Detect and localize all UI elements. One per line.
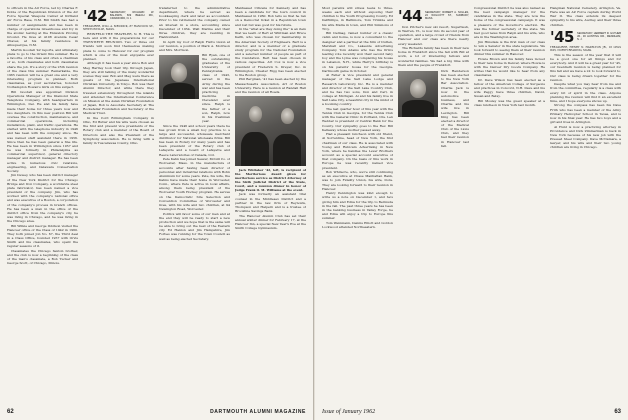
- paragraph: Politics will favor some of our men and at the end they will be ready to start a new production and we hope that is the same will be able to bring out the best of the Eastern city. Ed Hanlon and Jim Hampshire, Jim Forbes was running for the Town Council as well as being elected Secretary.: [159, 211, 230, 241]
- person-left-face: [249, 106, 262, 122]
- paragraph: Al Feller is vice president and general manager of the Salt Lake Lodge and Research Laboratory, Inc. He is a member and director of the Salt Lake Country Club, and he has two sons, Don and Carl, in college at Michigan. Al and his family live in Salt Lake City, a beautiful city in the midst of a booming country.: [322, 73, 393, 107]
- paragraph: Strong the compass has been his Dave Frith who has been a member of the Army Primary Helicopter School in Texas, and is now in his final year. He has two boys and a girl and lives in Arlington.: [550, 103, 621, 125]
- award-photo: [235, 96, 306, 166]
- magazine-title: DARTMOUTH ALUMNI MAGAZINE: [210, 409, 306, 415]
- page-number: 63: [614, 409, 621, 415]
- portrait-suit: [402, 100, 434, 117]
- right-column-2: [398, 6, 469, 394]
- right-column-4: [550, 6, 621, 394]
- class-heading-44: [398, 9, 469, 23]
- paragraph: The Richards family has been in their new home in Frankfort since the fall with Bill at work, a lot of interesting fellows and wonderful families. We had a big time with them and the people of Frankfort.: [398, 46, 469, 67]
- right-footer: [322, 408, 621, 416]
- paragraph: Dick Henderson has been elected to the New York Bar Association. Charlie Jack is now in the automotive business, and Charlie and his wife live in Lexington. Bill King has been elected a director of the Medical Club of the Lions Club, and they had their reunion in Hanover last fall.: [441, 68, 469, 148]
- paragraph: transferred to the administrative department, where he served as bookkeeping clerk and later as accountant. Prior to his retirement the company owned an interest in a store, accounting since December of 1954. Walt Marine and their three children, they are residing in Haddonfield.: [159, 6, 230, 40]
- right-page: [314, 0, 628, 420]
- paragraph: Jim Dewey, who has been district manager of the New York District for the Chicago Bridge and Iron Company, a worldwide steel plate fabricator, has been named a vice president of the company. Jim, who has worked with the company's national office and was executive of a Boston, a corporation of the company's process in branch offices. He has been a man in the office of the district office from the company's city, he was living in Chicago, and he was living in the Chicago area.: [7, 173, 78, 224]
- paragraph: Classmates the Chicago field-in brother, and the club is now a beginning of the class of the man's classmate, a Bob Tucker and George Scott, of Chicago, Illinois.: [7, 249, 78, 266]
- paragraph: to officers in the Air Force, led by Charles F. Doble of the Republican Division of the Air Force Special Weapons Center at Kirtland Air Force Base, N.M. Bill Smith has had a number of assignments and has been in charge of operations Greenhouse and Ivy in the atomic testing at the Eniwetok Proving Ground. He lives at 4108 Avenida Cesar Chavez, at his family residence in Albuquerque, N.M.: [7, 6, 78, 48]
- class-treasurer: TREASURER, WILL A. MEDDICK, 87 HANCOCK ST., NEWTONVILLE, MASS.: [83, 25, 154, 32]
- portrait-face: [410, 79, 426, 98]
- right-column-3: [474, 6, 545, 394]
- photo-caption: Jack Whitaker '42, left, is recipient of the Meritorious Award given for meritorious service as District Attorney of the Sixth Judicial District of the State, Court, and a reunion dinner in honor of Judge Frank O. M. Williams at the event.: [235, 168, 306, 193]
- paragraph: Congressional District he was also named as the best campaign manager for the candidates in the state. They are now the home of the congressional campaign. It was a pleasure of the Governor's election. He was the former secretary of the state. We had good news from Ralph and his wife, who are in the Washington area.: [474, 6, 545, 40]
- class-year: '42: [83, 7, 107, 25]
- class-year: '44: [398, 7, 422, 25]
- paragraph: Had a pleasant luncheon with old friend, Al Sorrentine, head of New York, the first chairman of our class. He is associated with Young and Rubicam Advertising in New York, where he handles the Lever Brothers account as a special account executive of that company. On the basis of this work in Europe he was recently named vice president.: [322, 132, 393, 170]
- issue-date: Issue of January 1962: [322, 409, 376, 415]
- paragraph: Most parents will stress teens to three-weeks each and without exposing their children to the Youth Progressing County. Ed DePhillips, in Baltimore, Tom Trimble and his wife Maria in town, and Phil Simmons of Troy.: [322, 6, 393, 31]
- paragraph: Dr. Dave Wilson has been elected as a fellow of the American College of Surgeons and practices in Concord, N.H. Dave and his wife Peggy have three children, David, Susan and Betsy.: [474, 77, 545, 99]
- paragraph: REINFELD THE TRAVELER, N. H. This is here and with it the preparations for our TWENTIETH REUNION. Two or three old friends will soon find themselves making plans to come to Hanover for our program which is one of the most enjoyable ever planned.: [83, 31, 154, 61]
- left-column-1: [7, 6, 78, 394]
- paragraph: Jim Hinsdale is the first man of our class to win a Senator in the state legislature. We look forward to seeing them at their reunion dinner this summer in Hanover.: [474, 39, 545, 57]
- paragraph: Despite what you may hear from me and from the committee, regularly is a class with every bit of spirit in the class. Anyone planning the reunion will find it an excellent time, and I hope everyone shows up.: [550, 82, 621, 103]
- paragraph: In April my roof of Ralph Fish's vision at our reunion, a position of Mark A. Morrison and Mrs. Morrison.: [159, 39, 230, 52]
- paragraph: Tom Weinmann, Dennis Elliott and Gordon Lockwood attended Northeastern.: [322, 220, 393, 229]
- class-secretary: SECRETARY, RICHARD W. BALDWIN, 609 BEECH RD., CRAWFORD, N. J.: [109, 11, 154, 21]
- paragraph: Since the 1946 and school years there he has grown from a small boy practice to a large and successful, wholesale merchant distributor for National wholesale firms. Bill has been in Rotary for many years and has been president of the Rotary club of Lafayette and a board of Lafayette and Reeve Laboratories of Canada, Ltd.: [159, 123, 230, 157]
- paragraph: Hangman National Cemetery, Arlington, Va. Here was an Air Force captain during World War II. The class extends its deepest sympathy to his wife, Audrey, and their three children.: [550, 6, 621, 27]
- paragraph: Although it has been a year since Bob and Meg Hartley took their trip through Japan, they are still talking of the many wonderful scenes they saw. Bob and Meg were there as guests of the Japanese International Christian University, in Tokyo. Bob was their Alumni Director, and while there they traveled extensively throughout the islands and attended the International Conference on Mission at the Asian Christian Foundation of Japan, Bob is Associate Secretary at The Rockefeller Foundation and Secretary of the Medical Trust.: [83, 61, 154, 116]
- left-column-2: [83, 6, 154, 394]
- left-footer: [7, 408, 306, 416]
- class-year: '45: [550, 27, 574, 46]
- left-column-4: [235, 6, 306, 394]
- paragraph: Don Pitcher's new ski resort, Sugarbush, in Warren, Vt., is now into its second year of operation, and a large crowd of friends from Hanover and our class are there nearly every weekend.: [398, 25, 469, 46]
- paragraph: Manhasset Citizens for Kennedy and has been a candidate for the town council in Manhasset in 1960. Bob tells us that he ran on a Democrat ticket in a Republican town and lost but was good for his future.: [235, 6, 306, 27]
- portrait-suit: [163, 83, 195, 99]
- paragraph: Al Hunt is now a practicing attorney in Providence and Dick Zimmerman is back in New York because of his new job with the Pressed Steel Company. Dave McNamara, a lawyer, and his wife and their two young children are living in Chicago.: [550, 124, 621, 150]
- portrait-photo: [159, 55, 199, 99]
- portrait-face: [171, 63, 187, 82]
- paragraph: In the "what are they doing file" is an item that we learn of Bert at Whitman and Bruce Keith, who was chosen for membership in the American Society of Engineers. Bert is a director, and is a member of a graduate study program for the National Foundation and a selected number of people as part of the foundation. Bert has been chosen in various capacities. Art Cox is now a vice president of Frederick S. Dreyer, Inc. in Wilmington, Chester Rigg has been elected to the Boston group.: [235, 27, 306, 77]
- left-column-3: [159, 6, 230, 394]
- paragraph: Bill Goodall was appointed Division Operations Manager of the Diamond State Telephone Company, with headquarters in Wilmington, Del. He and his family have made their home for three years now and two daughters. In this new position Bill will oversee the construction, maintenance, and commercial operations, including installation, plant, and traffic operations. He started with the telephone industry in 1946 and has been with the company since. He was named staff assistant there in 1956. Since then he has been general a fine life. He has been in Wilmington since 1957 and he was formerly in Philadelphia as commercial supervisor, general directory manager and district manager. He has been active in numerous civic relations, engineering, and Delaware Conservation Society.: [7, 89, 78, 173]
- class-secretary: SECRETARY, HERBERT R. GUTHEB JR., 30 HUNTING DR., MENDHAM, N. J.: [576, 31, 621, 42]
- class-secretary: SECRETARY, ROBERT A. NOLLES, 24 WOLCOTT ST., SUDBURY, MASS.: [424, 11, 469, 21]
- person-right-suit: [273, 134, 301, 166]
- class-treasurer: TREASURER, HENRY N. HAZELTON JR., 16 LEGS WAY, NORTH READING, MASS.: [550, 45, 621, 53]
- class-heading-42: [83, 9, 154, 23]
- paragraph: Bill Delmag, famed builder of a classic cabin and home, is now a consultant to the designer and a partner at the firm of Dutten, Marshall and Co., Lakeside Advertising Company. Tom Adams who has the firm's leading vote recently won their second baby boy and the Lyme was completing his house in Lebanon, N.H., while Harry's birthday is on his parents' house for the Georgia-Dartmouth game in October.: [322, 31, 393, 73]
- paragraph: Bill Wilkie and George Ibbitson visited the Hanover office of the Class of 1942 in 1960. They both joined Job No. 67, the Third deal in a Class Office, founded 1957 with Orvis Smith and his classmates, who spent the regular seasons of it.: [7, 223, 78, 249]
- paragraph: Phil Bergman, '41 has been elected by the Massachusetts Association, Art of Boston University. Here is a reunion at Randall Hall and the reunion of all Roads.: [235, 77, 306, 94]
- paragraph: The last quarter hour of this year with the Tennis Club in Georgia, for the Tennis Club with the General Clinic in Portland, Ore. Len Webber is president of Central Bank for the County. Our sympathy goes to the Rev. Bill Kellaway whose mother passed away.: [322, 106, 393, 132]
- page-number: 62: [7, 409, 14, 415]
- paragraph: Henry Pennington was kind enough to write us a note on December 1, and he's giving him and Edna for the trip to Bermuda in the fall. The past three years he has been in the banking business in Valley Forge, he and Edna will enjoy a trip to Europe this summer.: [322, 191, 393, 221]
- paragraph: Howie Brown and his family have moved to their new home in Denver, where Howie is with the Denver Dry Goods Company. He writes that he would like to hear from any classmates.: [474, 56, 545, 78]
- paragraph: In the Cord Birmingham Company in Ohio, Ed Butler and his wife were chosen as the first and present vice presidents of the Rotary club and a member of the Board of Directors and also the President of the Symphony association. He is living with a family in Tuscarawas County, Ohio.: [83, 115, 154, 145]
- paragraph: Pete Kahn has joined Seaver, McGill Co. of Worcester, Mass. in the manufacture of accounts after having been director of personnel and industrial relations with Bohn Aluminum for some years. Pete, his wife, the Kahns have made their home in Worcester, Conn., where Pete is active in local affairs, among them being president of the Worcester Youth Hockey program. He serves on the Democratic Site Selection and Convention Committee of Worcester and lives, with his wife and two children, at 94 Newington Road, Worcester.: [159, 157, 230, 212]
- paragraph: Bob Whitacre, who, we're still continuing as an executive at Chase Manhattan Bank, was to join Fidelity Union, his wife, Dora. They are looking forward to their reunion in Hanover.: [322, 170, 393, 191]
- person-left-suit: [241, 132, 269, 166]
- paragraph: Bill Ryan, one of the outstanding graduates of the University of Pennsylvania class of 1943, served in the Army during the war and has been practicing medicine in Cleveland ever since. Ralph is the father of a son, Ralph, now in his freshman year.: [202, 52, 230, 123]
- paragraph: Jack was formerly an assistant trial counsel in the Middlesex District and a partner in the law firm of Reynolds, Thompson and Halpern and is a trustee of Brookline Savings Bank.: [235, 192, 306, 214]
- person-right-face: [281, 108, 294, 124]
- paragraph: Martin Goodall '42 reports, and ultimately plans to go to the Orient this summer. He is a favorite of his class and often a chairman or so, both classmates and both classmates share the job. It's a story of the 25th reunion of the class this summer. Remarkable, the 1965 reunion will be a great one and a very interesting program is planned. Both classmates, as your secretaries, honored Nothampton Rowan's Girls on this subject.: [7, 47, 78, 90]
- paragraph: This is the season of the year that it will be a good one for all things and for everybody. And it will be a great year for '45, our twentieth reunion is being planned for this fall and we have a lot to look forward to. Our class is being drawn together for the reunion.: [550, 52, 621, 82]
- portrait-photo: [398, 71, 438, 117]
- class-heading-45: [550, 27, 621, 46]
- paragraph: Bill Mosley was the guest speaker at a class luncheon in New York last month.: [474, 99, 545, 108]
- paragraph: The Hanover Alumni Club has set their annual winter dinner for February 17, at the Hanover Inn, a special New Year's Eve at the Smith College Gymnasium.: [235, 213, 306, 231]
- right-column-1: [322, 6, 393, 394]
